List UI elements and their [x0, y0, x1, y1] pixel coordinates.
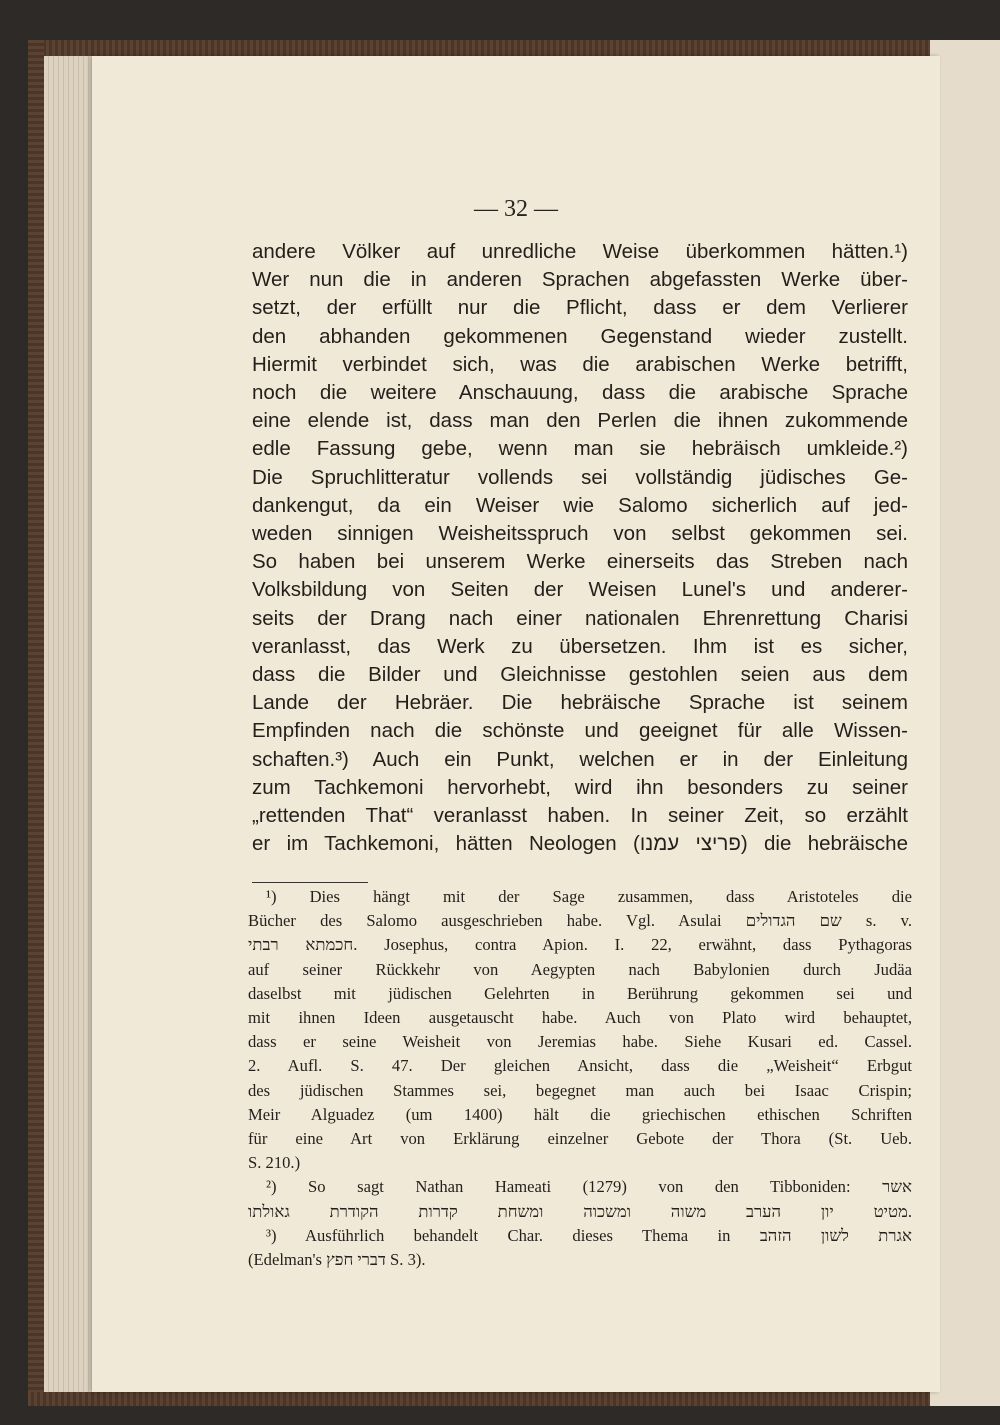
footnote-line: (Edelman's דברי חפץ S. 3).	[248, 1250, 426, 1270]
text-line: dass die Bilder und Gleichnisse gestohlen seien aus dem	[252, 663, 908, 687]
footnote-line: auf seiner Rückkehr von Aegypten nach Babylonien durch Judäa	[248, 959, 912, 979]
footnote-line: dass er seine Weisheit von Jeremias habe. Siehe Kusari ed. Cassel.	[248, 1032, 912, 1052]
text-line: dankengut, da ein Weiser wie Salomo sicherlich auf jed-	[252, 493, 908, 517]
text-line: setzt, der erfüllt nur die Pflicht, dass er dem Verlierer	[252, 296, 908, 320]
text-line: seits der Drang nach einer nationalen Ehrenrettung Charisi	[252, 606, 908, 630]
footnote-line: מטיט יון הערב משוה ומשכוה ומשחת קדרות הקודרת גאולתו.	[248, 1201, 912, 1221]
text-line: Volksbildung von Seiten der Weisen Lunel's und anderer-	[252, 578, 908, 602]
footnote-line: für eine Art von Erklärung einzelner Gebote der Thora (St. Ueb.	[248, 1129, 912, 1149]
text-line: zum Tachkemoni hervorhebt, wird ihn besonders zu seiner	[252, 775, 908, 799]
text-line: weden sinnigen Weisheitsspruch von selbst gekommen sei.	[252, 522, 908, 546]
footnote-line: des jüdischen Stammes sei, begegnet man auch bei Isaac Crispin;	[248, 1080, 912, 1100]
footnote-line: S. 210.)	[248, 1153, 301, 1173]
footnote-line: daselbst mit jüdischen Gelehrten in Berührung gekommen sei und	[248, 983, 912, 1003]
main-text	[252, 238, 908, 858]
footnote-line: חכמתא רבתי. Josephus, contra Apion. I. 22, erwähnt, dass Pythagoras	[248, 935, 912, 955]
text-line: Hiermit verbindet sich, was die arabischen Werke betrifft,	[252, 352, 908, 376]
text-line: Die Spruchlitteratur vollends sei vollständig jüdisches Ge-	[252, 465, 908, 489]
text-line: Empfinden nach die schönste und geeignet für alle Wissen-	[252, 719, 908, 743]
book-cover-bottom	[28, 1392, 1000, 1406]
text-line: er im Tachkemoni, hätten Neologen (פריצי עמנו) die hebräische	[252, 832, 908, 856]
footnote-line: ¹) Dies hängt mit der Sage zusammen, dass Aristoteles die	[266, 887, 912, 906]
facing-page-edge	[930, 40, 1000, 1406]
text-line: Wer nun die in anderen Sprachen abgefassten Werke über-	[252, 268, 908, 292]
footnote-separator	[252, 882, 368, 883]
text-line: So haben bei unserem Werke einerseits das Streben nach	[252, 550, 908, 574]
book-cover-left	[28, 40, 44, 1405]
page-number: — 32 —	[474, 196, 558, 222]
footnotes	[248, 885, 912, 1272]
text-line: „rettenden That“ veranlasst haben. In seiner Zeit, so erzählt	[252, 804, 908, 828]
text-line: veranlasst, das Werk zu übersetzen. Ihm ist es sicher,	[252, 634, 908, 658]
footnote-line: 2. Aufl. S. 47. Der gleichen Ansicht, dass die „Weisheit“ Erbgut	[248, 1056, 912, 1076]
text-line: edle Fassung gebe, wenn man sie hebräisch umkleide.²)	[252, 437, 908, 461]
text-line: schaften.³) Auch ein Punkt, welchen er in der Einleitung	[252, 747, 908, 771]
text-line: den abhanden gekommenen Gegenstand wieder zustellt.	[252, 324, 908, 348]
book-page	[92, 56, 940, 1392]
text-line: Lande der Hebräer. Die hebräische Sprache ist seinem	[252, 691, 908, 715]
footnote-line: mit ihnen Ideen ausgetauscht habe. Auch von Plato wird behauptet,	[248, 1008, 912, 1028]
footnote-line: Bücher des Salomo ausgeschrieben habe. Vgl. Asulai שם הגדולים s. v.	[248, 911, 913, 931]
page-stack-edges	[44, 56, 94, 1392]
footnote-line: Meir Alguadez (um 1400) hält die griechischen ethischen Schriften	[248, 1104, 912, 1124]
text-line: andere Völker auf unredliche Weise überkommen hätten.¹)	[252, 240, 908, 263]
footnote-line: ³) Ausführlich behandelt Char. dieses Thema in אגרת לשון הזהב	[266, 1225, 912, 1245]
text-line: eine elende ist, dass man den Perlen die ihnen zukommende	[252, 409, 908, 433]
text-line: noch die weitere Anschauung, dass die arabische Sprache	[252, 381, 908, 405]
footnote-line: ²) So sagt Nathan Hameati (1279) von den Tibboniden: אשר	[266, 1177, 912, 1197]
